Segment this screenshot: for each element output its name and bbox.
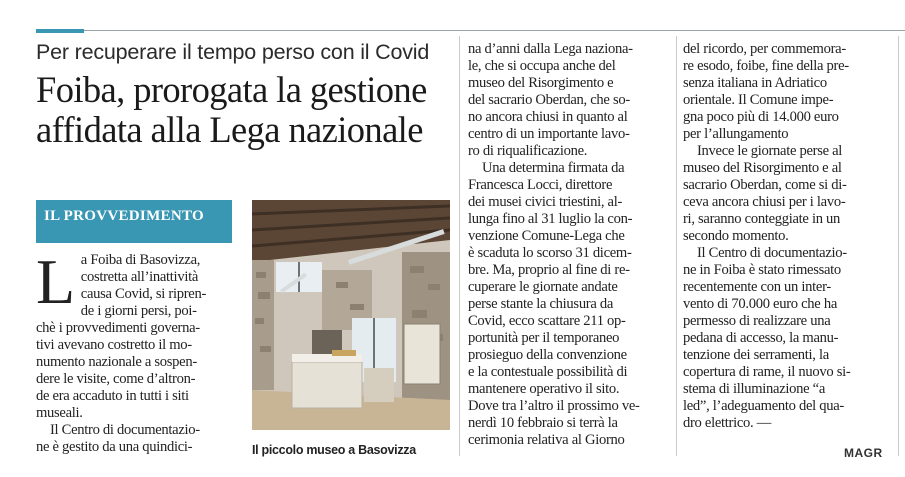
headline-line: Foiba, prorogata la gestione [36,69,427,110]
column-divider [898,36,899,456]
text-line: museo del Risorgimento e al [683,160,842,176]
text-line: centro di un importante lavo- [468,126,630,142]
text-line: del sacrario Oberdan, che so- [468,92,630,108]
text-line: chè i provvedimenti governa- [36,320,200,336]
text-line: numento nazionale a sospen- [36,354,197,370]
text-line: orientale. Il Comune impe- [683,92,834,108]
text-line: pedana di accesso, la manu- [683,330,839,346]
text-line: del ricordo, per commemora- [683,41,846,57]
text-line: tenzione dei serramenti, la [683,347,829,363]
author-signature: MAGR [844,446,883,460]
text-line: Una determina firmata da [482,160,625,176]
museum-photo-illustration [252,200,450,430]
text-line: Francesca Locci, direttore [468,177,613,193]
text-line: ri, saranno conteggiate in un [683,211,841,227]
article-kicker: Per recuperare il tempo perso con il Covid [36,40,430,64]
column-divider [459,36,460,456]
text-line: le, che si occupa anche del [468,58,616,74]
section-tag-label: IL PROVVEDIMENTO [44,208,204,224]
dropcap: L [36,246,75,317]
text-line: na d’anni dalla Lega naziona- [468,41,633,57]
headline-line: affidata alla Lega nazionale [36,109,423,150]
text-line: dei musei civici triestini, al- [468,194,623,210]
text-line: sacrario Oberdan, come si di- [683,177,847,193]
text-line: no ancora chiusi in quanto al [468,109,628,125]
text-line: recentemente con un inter- [683,279,831,295]
text-line: led”, l’adeguamento del qua- [683,398,844,414]
text-line: per l’allungamento [683,126,789,142]
text-line: prosieguo della convenzione [468,347,627,363]
section-tag [36,200,232,243]
text-line: Dove tra l’altro il prossimo ve- [468,398,640,414]
article-column-3 [683,41,883,432]
text-line: gna poco più di 14.000 euro [683,109,839,125]
museum-photo [252,200,450,430]
top-rule [36,30,905,31]
text-line: a Foiba di Basovizza, [80,252,201,268]
text-line: Il Centro di documentazio- [50,422,200,438]
text-line: de i giorni persi, poi- [80,303,197,319]
text-line: cerimonia relativa al Giorno [468,432,625,448]
text-line: senza italiana in Adriatico [683,75,827,91]
text-line: secondo momento. [683,228,789,244]
text-line: Invece le giornate perse al [697,143,843,159]
text-line: perse stante la chiusura da [468,296,614,312]
article-column-2 [468,41,668,449]
text-line: vento di 70.000 euro che ha [683,296,838,312]
text-line: museo del Risorgimento e [468,75,614,91]
text-line: Il Centro di documentazio- [697,245,847,261]
text-line: portunità per il temporaneo [468,330,620,346]
article-column-1 [36,246,232,456]
photo-caption: Il piccolo museo a Basovizza [252,443,416,457]
text-line: dro elettrico. — [683,415,772,431]
text-line: costretta all’inattività [80,269,199,285]
column-divider [676,36,677,456]
text-line: de era accaduto in tutti i siti [36,388,189,404]
text-line: e la contestuale possibilità di [468,364,628,380]
text-line: ro di riqualificazione. [468,143,588,159]
text-line: stema di illuminazione “a [683,381,826,397]
text-line: mantenere operativo il sito. [468,381,620,397]
article-headline [36,70,461,150]
text-line: bre. Ma, proprio al fine di re- [468,262,630,278]
text-line: museali. [36,405,83,421]
text-line: nerdì 10 febbraio si terrà la [468,415,618,431]
text-line: re esodo, foibe, fine della pre- [683,58,849,74]
text-line: causa Covid, si ripren- [80,286,207,302]
text-line: dere le visite, come d’altron- [36,371,196,387]
text-line: lunga fino al 31 luglio la con- [468,211,633,227]
text-line: tivi avevano costretto il mo- [36,337,192,353]
text-line: permesso di realizzare una [683,313,831,329]
text-line: è scaduta lo scorso 31 dicem- [468,245,632,261]
top-accent-bar [36,29,84,33]
text-line: copertura di rame, il nuovo si- [683,364,851,380]
text-line: Covid, ecco scattare 211 op- [468,313,626,329]
text-line: ne è gestito da una quindici- [36,439,193,455]
text-line: ceva ancora chiusi per i lavo- [683,194,846,210]
text-line: cuperare le giornate andate [468,279,618,295]
text-line: venzione Comune-Lega che [468,228,625,244]
text-line: ne in Foiba è stato rimessato [683,262,841,278]
